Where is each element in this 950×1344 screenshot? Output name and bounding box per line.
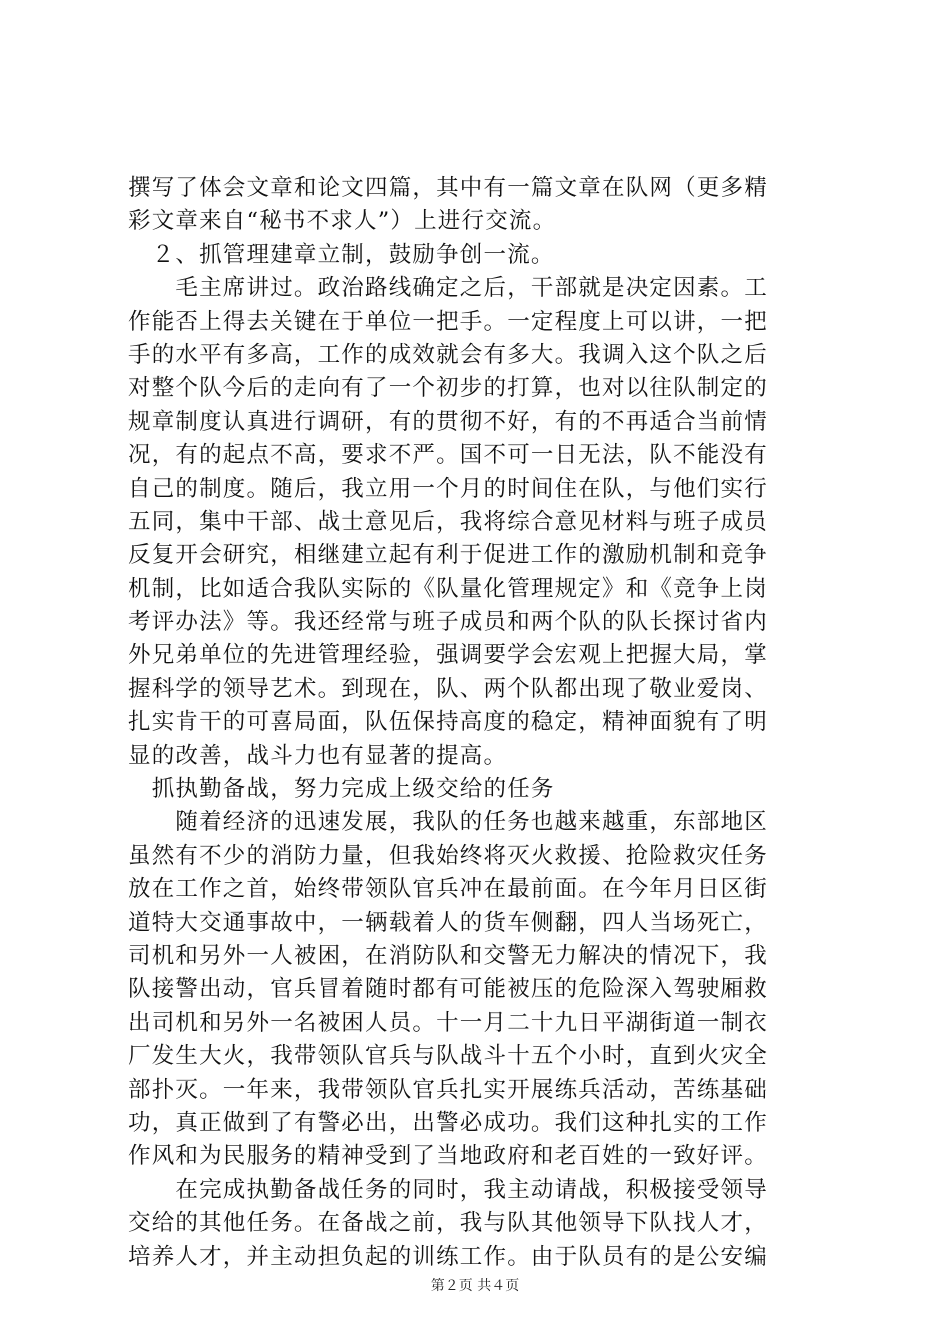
document-body: [128, 172, 828, 1274]
text-line: 功，真正做到了有警必出，出警必成功。我们这种扎实的工作: [128, 1109, 768, 1136]
text-line: 对整个队今后的走向有了一个初步的打算，也对以往队制定的: [128, 375, 768, 402]
text-line: 队接警出动，官兵冒着随时都有可能被压的危险深入驾驶厢救: [128, 976, 768, 1003]
text-line: 培养人才，并主动担负起的训练工作。由于队员有的是公安编: [128, 1243, 768, 1270]
text-line: 道特大交通事故中，一辆载着人的货车侧翻，四人当场死亡，: [128, 909, 768, 936]
text-line: 握科学的领导艺术。到现在，队、两个队都出现了敬业爱岗、: [128, 675, 768, 702]
text-line: 抓执勤备战，努力完成上级交给的任务: [128, 776, 555, 803]
text-line: 随着经济的迅速发展，我队的任务也越来越重，东部地区: [128, 809, 768, 836]
text-line: 反复开会研究，相继建立起有利于促进工作的激励机制和竞争: [128, 542, 768, 569]
text-line: 厂发生大火，我带领队官兵与队战斗十五个小时，直到火灾全: [128, 1043, 768, 1070]
text-line: 虽然有不少的消防力量，但我始终将灭火救援、抢险救灾任务: [128, 842, 768, 869]
text-line: 出司机和另外一名被困人员。十一月二十九日平湖街道一制衣: [128, 1009, 768, 1036]
text-line: 外兄弟单位的先进管理经验，强调要学会宏观上把握大局，掌: [128, 642, 768, 669]
text-line: 作风和为民服务的精神受到了当地政府和老百姓的一致好评。: [128, 1143, 768, 1170]
page-number-footer: 第２页 共４页: [430, 1278, 520, 1294]
text-line: 放在工作之首，始终带领队官兵冲在最前面。在今年月日区街: [128, 876, 768, 903]
text-line: 作能否上得去关键在于单位一把手。一定程度上可以讲，一把: [128, 308, 768, 335]
text-line: 况，有的起点不高，要求不严。国不可一日无法，队不能没有: [128, 442, 768, 469]
text-line: 自己的制度。随后，我立用一个月的时间住在队，与他们实行: [128, 475, 768, 502]
text-line: 撰写了体会文章和论文四篇，其中有一篇文章在队网（更多精: [128, 175, 768, 201]
text-line: ２、抓管理建章立制，鼓励争创一流。: [128, 241, 555, 268]
text-line: 毛主席讲过。政治路线确定之后，干部就是决定因素。工: [128, 275, 768, 302]
text-line: 五同，集中干部、战士意见后，我将综合意见材料与班子成员: [128, 508, 768, 535]
text-line: 在完成执勤备战任务的同时，我主动请战，积极接受领导: [128, 1176, 768, 1203]
text-line: 扎实肯干的可喜局面，队伍保持高度的稳定，精神面貌有了明: [128, 709, 768, 736]
text-line: 手的水平有多高，工作的成效就会有多大。我调入这个队之后: [128, 341, 768, 368]
text-line: 机制，比如适合我队实际的《队量化管理规定》和《竞争上岗: [128, 575, 768, 602]
text-line: 司机和另外一人被困，在消防队和交警无力解决的情况下，我: [128, 942, 768, 969]
text-line: 部扑灭。一年来，我带领队官兵扎实开展练兵活动，苦练基础: [128, 1076, 768, 1103]
text-line: 考评办法》等。我还经常与班子成员和两个队的队长探讨省内: [128, 609, 768, 636]
text-line: 显的改善，战斗力也有显著的提高。: [128, 742, 508, 769]
text-line: 彩文章来自“秘书不求人”）上进行交流。: [128, 208, 557, 235]
text-line: 交给的其他任务。在备战之前，我与队其他领导下队找人才，: [128, 1210, 768, 1237]
text-line: 规章制度认真进行调研，有的贯彻不好，有的不再适合当前情: [128, 408, 768, 435]
